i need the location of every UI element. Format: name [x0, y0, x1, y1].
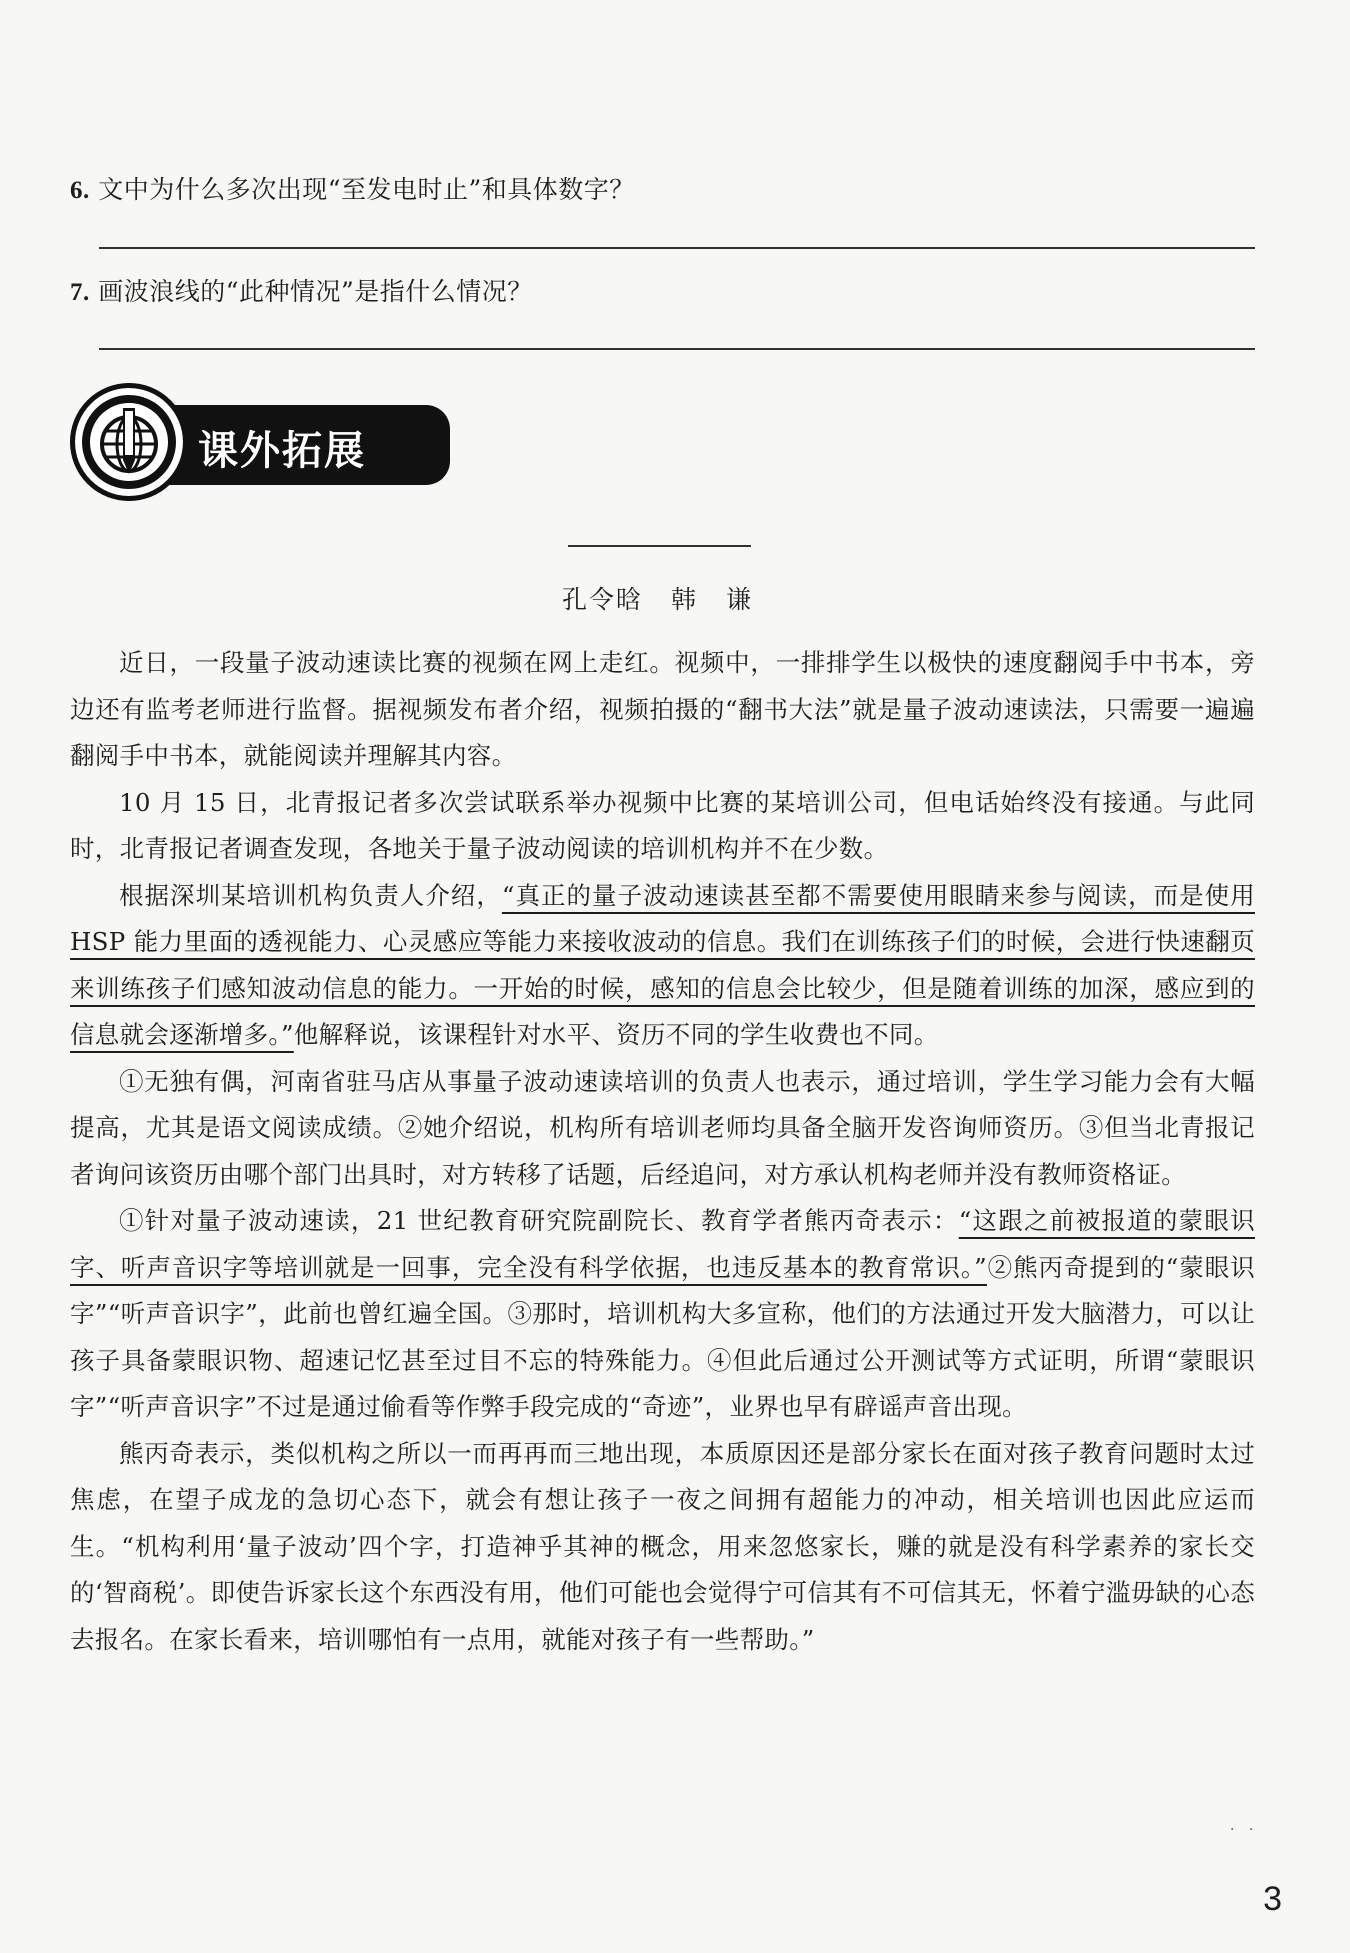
globe-pen-icon	[70, 383, 188, 501]
section-badge	[70, 383, 380, 507]
underlined-quote: “这跟之前被报道的蒙眼识字、听声音识字等培训就是一回事，完全没有科学依据，也违反基本的教育常识。”	[70, 1206, 1255, 1282]
author-name: 韩	[670, 585, 698, 614]
author-name: 孔令晗	[561, 585, 643, 614]
paragraph: 10 月 15 日，北青报记者多次尝试联系举办视频中比赛的某培训公司，但电话始终没有接通。与此同时，北青报记者调查发现，各地关于量子波动阅读的培训机构并不在少数。	[70, 787, 1255, 863]
underlined-quote: “真正的量子波动速读甚至都不需要使用眼睛来参与阅读，而是使用 HSP 能力里面的透视能力、心灵感应等能力来接收波动的信息。我们在训练孩子们的时候，会进行快速翻页来训练孩子们感知波动信息的能力。一开始的时候，感知的信息会比较少，但是随着训练的加深，感应到的信息就会逐渐增多。”	[70, 880, 1255, 1049]
paragraph	[70, 873, 1255, 1059]
paragraph-text: ①针对量子波动速读，21 世纪教育研究院副院长、教育学者熊丙奇表示：	[119, 1206, 959, 1235]
question-number: 7.	[70, 279, 90, 306]
question-number: 6.	[70, 177, 90, 204]
authors	[0, 580, 1315, 616]
page-number: 3	[1263, 1880, 1282, 1918]
paragraph	[70, 1198, 1255, 1431]
question-6	[70, 170, 635, 206]
article-body	[70, 640, 1255, 1663]
paragraph-text: ②熊丙奇提到的“蒙眼识字”“听声音识字”，此前也曾红遍全国。③那时，培训机构大多宣称，他们的方法通过开发大脑潜力，可以让孩子具备蒙眼识物、超速记忆甚至过目不忘的特殊能力。④但此后通过公开测试等方式证明，所谓“蒙眼识字”“听声音识字”不过是通过偷看等作弊手段完成的“奇迹”，业界也早有辟谣声音出现。	[70, 1252, 1256, 1421]
author-name: 谦	[726, 585, 754, 614]
paragraph-text: 根据深圳某培训机构负责人介绍，	[119, 880, 502, 910]
answer-line[interactable]	[99, 348, 1255, 350]
decorative-dots: · ·	[1230, 1822, 1259, 1838]
question-text: 画波浪线的“此种情况”是指什么情况？	[98, 277, 533, 306]
answer-line[interactable]	[99, 247, 1255, 249]
paragraph: 熊丙奇表示，类似机构之所以一而再再而三地出现，本质原因还是部分家长在面对孩子教育问题时太过焦虑，在望子成龙的急切心态下，就会有想让孩子一夜之间拥有超能力的冲动，相关培训也因此应运而生。“机构利用‘量子波动’四个字，打造神乎其神的概念，用来忽悠家长，赚的就是没有科学素养的家长交的‘智商税’。即使告诉家长这个东西没有用，他们可能也会觉得宁可信其有不可信其无，怀着宁滥毋缺的心态去报名。在家长看来，培训哪怕有一点用，就能对孩子有一些帮助。”	[70, 1438, 1255, 1654]
title-blank-line[interactable]	[568, 545, 751, 547]
section-title: 课外拓展	[198, 428, 366, 474]
paragraph: 近日，一段量子波动速读比赛的视频在网上走红。视频中，一排排学生以极快的速度翻阅手中书本，旁边还有监考老师进行监督。据视频发布者介绍，视频拍摄的“翻书大法”就是量子波动速读法，只需要一遍遍翻阅手中书本，就能阅读并理解其内容。	[70, 648, 1255, 770]
question-text: 文中为什么多次出现“至发电时止”和具体数字？	[98, 175, 635, 204]
paragraph-text: 他解释说，该课程针对水平、资历不同的学生收费也不同。	[293, 1020, 939, 1049]
paragraph: ①无独有偶，河南省驻马店从事量子波动速读培训的负责人也表示，通过培训，学生学习能力会有大幅提高，尤其是语文阅读成绩。②她介绍说，机构所有培训老师均具备全脑开发咨询师资历。③但当北青报记者询问该资历由哪个部门出具时，对方转移了话题，后经追问，对方承认机构老师并没有教师资格证。	[70, 1066, 1255, 1189]
question-7	[70, 272, 533, 308]
